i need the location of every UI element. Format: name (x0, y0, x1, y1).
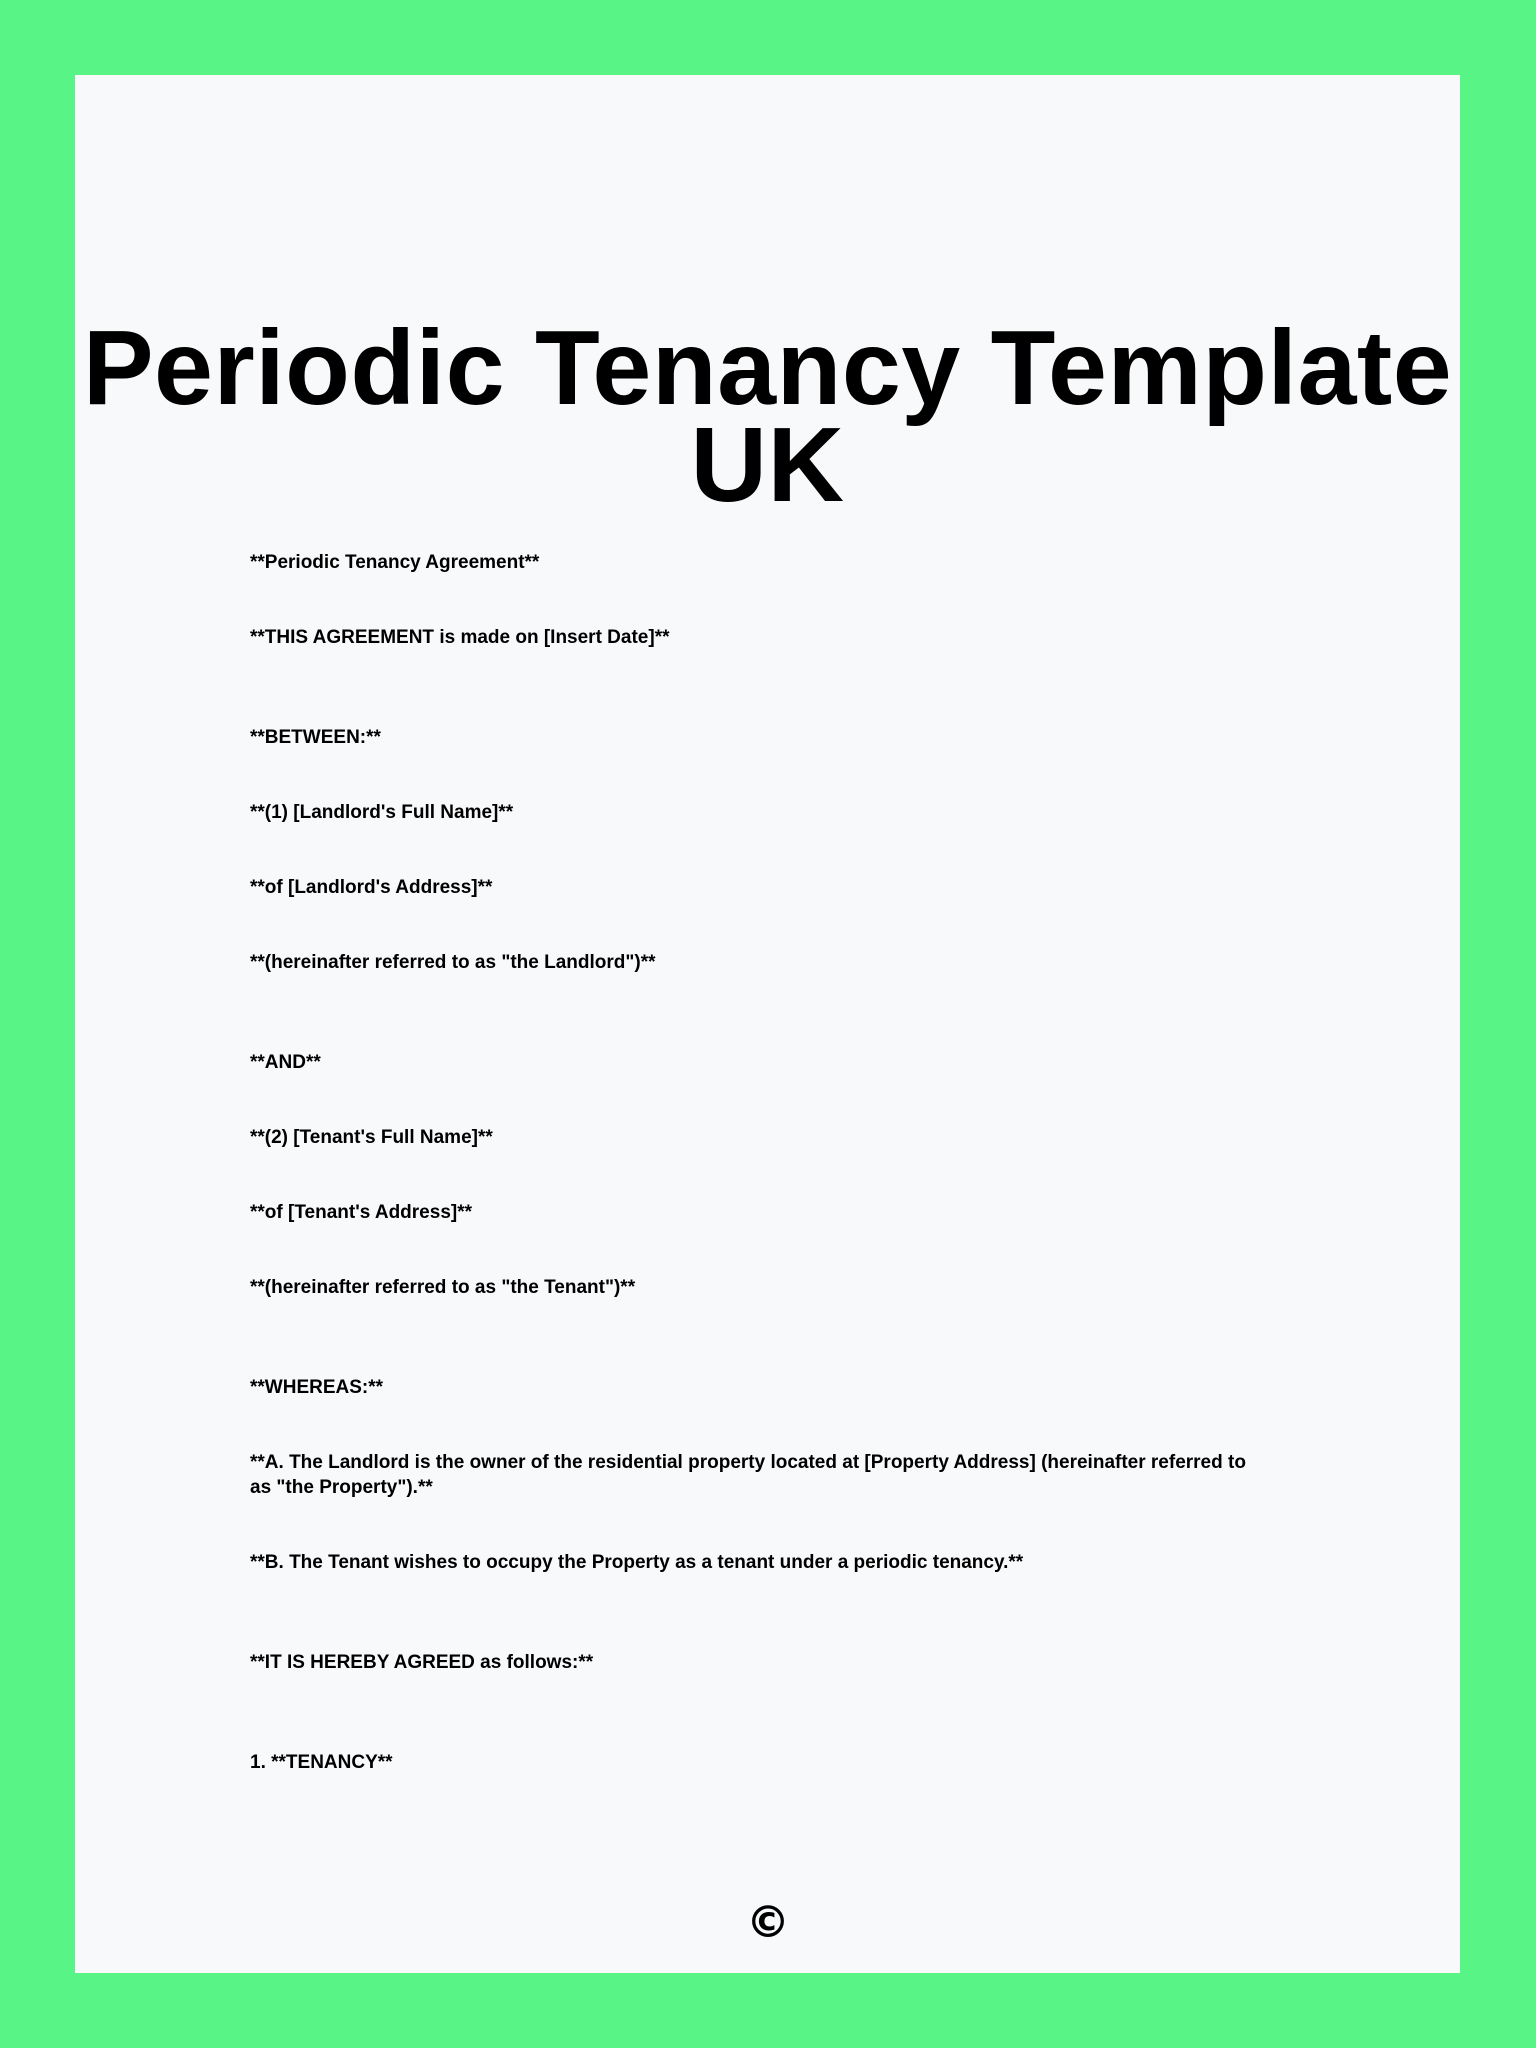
tenant-address-line: **of [Tenant's Address]** (250, 1202, 472, 1223)
agreed-heading: **IT IS HEREBY AGREED as follows:** (250, 1652, 594, 1673)
landlord-definition-line: **(hereinafter referred to as "the Landlord")** (250, 952, 656, 973)
whereas-heading: **WHEREAS:** (250, 1377, 384, 1398)
tenant-name-line: **(2) [Tenant's Full Name]** (250, 1127, 493, 1148)
agreement-date-line: **THIS AGREEMENT is made on [Insert Date]** (250, 627, 670, 648)
document-page (75, 75, 1460, 1973)
landlord-address-line: **of [Landlord's Address]** (250, 877, 493, 898)
between-heading: **BETWEEN:** (250, 727, 381, 748)
tenancy-section-heading: 1. **TENANCY** (250, 1752, 393, 1773)
and-heading: **AND** (250, 1052, 321, 1073)
document-title: Periodic Tenancy Template UK (82, 309, 1453, 524)
recital-a-paragraph: **A. The Landlord is the owner of the residential property located at [Property Address] (hereinafter referred to as "the Property").** (250, 1452, 1246, 1498)
landlord-name-line: **(1) [Landlord's Full Name]** (250, 802, 514, 823)
recital-b-paragraph: **B. The Tenant wishes to occupy the Property as a tenant under a periodic tenancy.** (250, 1552, 1024, 1573)
agreement-heading: **Periodic Tenancy Agreement** (250, 552, 540, 573)
tenant-definition-line: **(hereinafter referred to as "the Tenant")** (250, 1277, 636, 1298)
copyright-icon: © (746, 1897, 790, 1948)
